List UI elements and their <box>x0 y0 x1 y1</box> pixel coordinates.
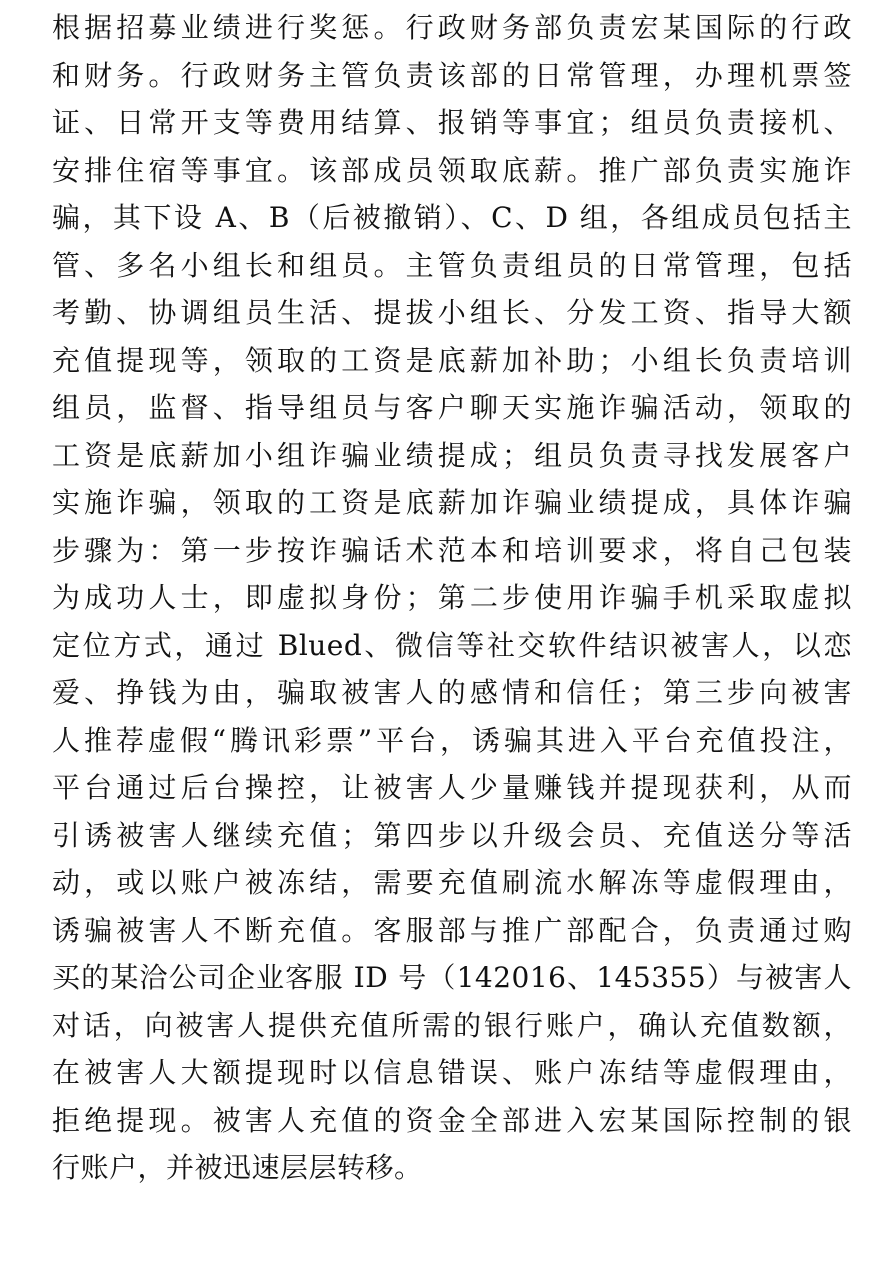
body-text <box>52 4 852 1192</box>
text-line-4: 安排住宿等事宜。该部成员领取底薪。推广部负责实施诈 <box>52 153 852 187</box>
text-line-16: 人推荐虚假“腾讯彩票”平台，诱骗其进入平台充值投注， <box>52 723 852 757</box>
text-line-21: 买的某洽公司企业客服 ID 号（142016、145355）与被害人 <box>52 961 852 994</box>
text-line-8: 充值提现等，领取的工资是底薪加补助；小组长负责培训 <box>52 343 852 377</box>
text-line-13: 为成功人士，即虚拟身份；第二步使用诈骗手机采取虚拟 <box>52 581 852 614</box>
text-line-11: 实施诈骗，领取的工资是底薪加诈骗业绩提成，具体诈骗 <box>52 486 852 519</box>
text-line-7: 考勤、协调组员生活、提拔小组长、分发工资、指导大额 <box>52 296 852 329</box>
text-line-10: 工资是底薪加小组诈骗业绩提成；组员负责寻找发展客户 <box>52 438 852 472</box>
text-line-9: 组员，监督、指导组员与客户聊天实施诈骗活动，领取的 <box>52 391 852 424</box>
text-line-24: 拒绝提现。被害人充值的资金全部进入宏某国际控制的银 <box>52 1103 852 1137</box>
text-line-14: 定位方式，通过 Blued、微信等社交软件结识被害人，以恋 <box>52 628 852 662</box>
text-line-1: 根据招募业绩进行奖惩。行政财务部负责宏某国际的行政 <box>52 11 852 44</box>
text-line-15: 爱、挣钱为由，骗取被害人的感情和信任；第三步向被害 <box>52 676 852 709</box>
text-line-12: 步骤为：第一步按诈骗话术范本和培训要求，将自己包装 <box>52 533 852 567</box>
text-line-20: 诱骗被害人不断充值。客服部与推广部配合，负责通过购 <box>52 913 852 947</box>
text-line-2: 和财务。行政财务主管负责该部的日常管理，办理机票签 <box>52 58 852 92</box>
text-line-18: 引诱被害人继续充值；第四步以升级会员、充值送分等活 <box>52 818 852 852</box>
text-line-19: 动，或以账户被冻结，需要充值刷流水解冻等虚假理由， <box>52 866 852 899</box>
text-line-3: 证、日常开支等费用结算、报销等事宜；组员负责接机、 <box>52 106 852 139</box>
text-line-25: 行账户，并被迅速层层转移。 <box>52 1151 423 1184</box>
text-line-6: 管、多名小组长和组员。主管负责组员的日常管理，包括 <box>52 248 852 282</box>
text-line-22: 对话，向被害人提供充值所需的银行账户，确认充值数额， <box>52 1008 852 1042</box>
text-line-23: 在被害人大额提现时以信息错误、账户冻结等虚假理由， <box>52 1056 852 1089</box>
text-line-17: 平台通过后台操控，让被害人少量赚钱并提现获利，从而 <box>52 771 852 804</box>
text-line-5: 骗，其下设 A、B（后被撤销）、C、D 组，各组成员包括主 <box>52 201 852 234</box>
